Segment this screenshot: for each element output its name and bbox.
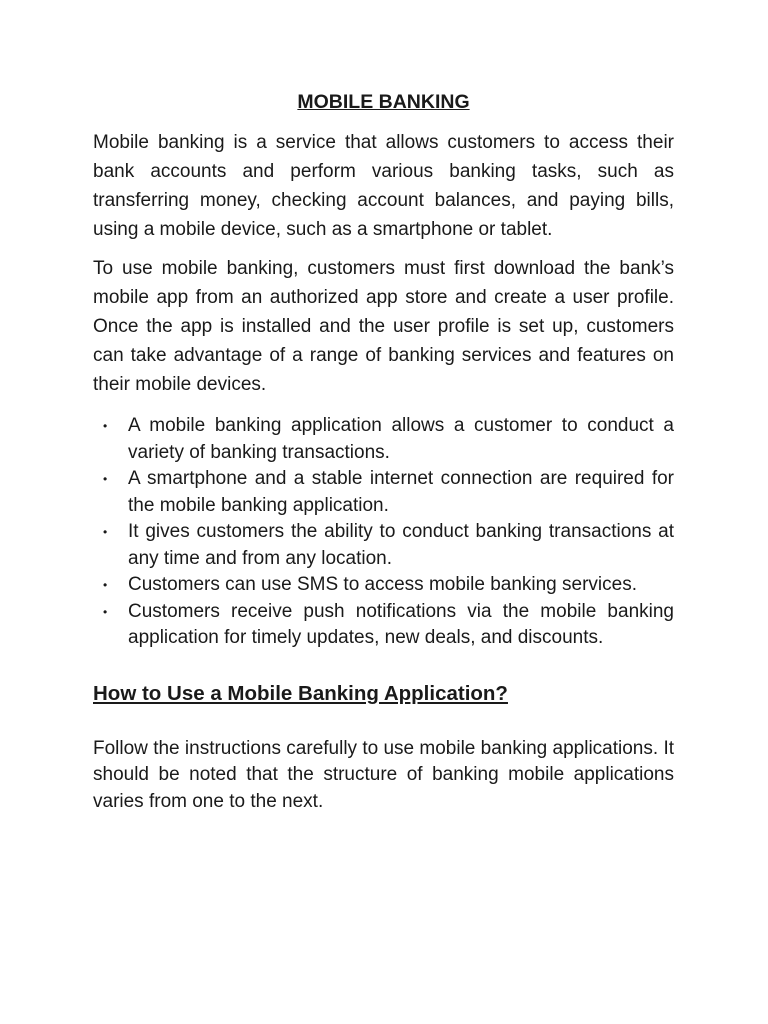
list-item-text: A smartphone and a stable internet connection are required for the mobile banking application. bbox=[128, 468, 674, 516]
list-item bbox=[93, 572, 674, 599]
intro-paragraph: Mobile banking is a service that allows customers to access their bank accounts and perform various banking tasks, such as transferring money, checking account balances, and paying bills, using a mobile device, such as a smartphone or tablet. bbox=[93, 132, 674, 240]
section-heading: How to Use a Mobile Banking Application? bbox=[93, 681, 508, 705]
list-item bbox=[93, 466, 674, 519]
bullet-icon: • bbox=[103, 419, 108, 433]
bullet-icon: • bbox=[103, 525, 108, 539]
list-item bbox=[93, 413, 674, 466]
list-item-text: Customers can use SMS to access mobile banking services. bbox=[128, 574, 637, 595]
list-item-text: Customers receive push notifications via the mobile banking application for timely updates, new deals, and discounts. bbox=[128, 600, 674, 648]
list-item bbox=[93, 599, 674, 652]
document-page bbox=[93, 88, 674, 815]
feature-bullet-list bbox=[93, 413, 674, 652]
usage-paragraph: To use mobile banking, customers must first download the bank’s mobile app from an authorized app store and create a user profile. Once the app is installed and the user profile is set up, customers can take advantage of a range of banking services and features on their mobile devices. bbox=[93, 258, 674, 395]
bullet-icon: • bbox=[103, 472, 108, 486]
list-item-text: A mobile banking application allows a customer to conduct a variety of banking transactions. bbox=[128, 415, 674, 463]
list-item bbox=[93, 519, 674, 572]
section-paragraph: Follow the instructions carefully to use mobile banking applications. It should be noted that the structure of banking mobile applications varies from one to the next. bbox=[93, 737, 674, 812]
list-item-text: It gives customers the ability to conduct banking transactions at any time and from any location. bbox=[128, 521, 674, 569]
bullet-icon: • bbox=[103, 604, 108, 619]
bullet-icon: • bbox=[103, 578, 108, 592]
document-title: MOBILE BANKING bbox=[297, 91, 470, 113]
